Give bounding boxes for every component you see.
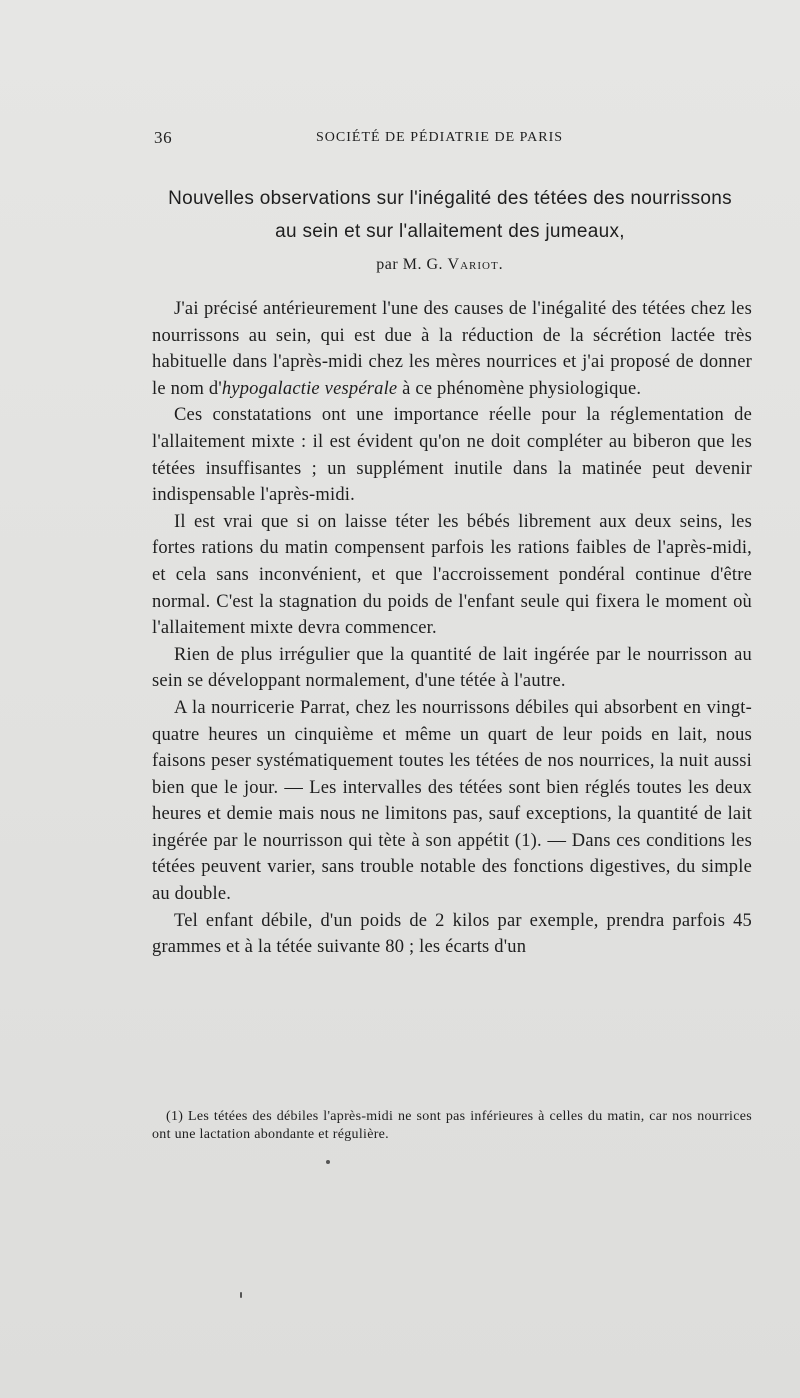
- paragraph-2: Ces constatations ont une importance réelle pour la réglementation de l'allaitement mixte : il est évident qu'on ne doit compléter au biberon que les tétées insuffisantes ; un supplément inutile dans la matinée peut devenir indispensable l'après-midi.: [152, 405, 752, 506]
- paragraph-4: Rien de plus irrégulier que la quantité de lait ingérée par le nourrisson au sein se développant normalement, d'une tétée à l'autre.: [152, 644, 752, 692]
- footnote-text: (1) Les tétées des débiles l'après-midi ne sont pas inférieures à celles du matin, car nos nourrices ont une lactation abondante et régulière.: [152, 1109, 752, 1142]
- running-head: [154, 128, 754, 154]
- page-number: 36: [154, 128, 173, 147]
- paragraph-3: Il est vrai que si on laisse téter les bébés librement aux deux seins, les fortes rations du matin compensent parfois les rations faibles de l'après-midi, et cela sans inconvénient, et que l'accroissement pondéral continue d'être normal. C'est la stagnation du poids de l'enfant seule qui fixera le moment où l'allaitement mixte devra commencer.: [152, 511, 752, 639]
- paragraph-1: [152, 296, 752, 402]
- paragraph-5: A la nourricerie Parrat, chez les nourrissons débiles qui absorbent en vingt-quatre heures un cinquième et même un quart de leur poids en lait, nous faisons peser systématiquement toutes les tétées de nos nourrices, la nuit aussi bien que le jour. — Les intervalles des tétées sont bien réglés toutes les deux heures et demie mais nous ne limitons pas, sauf exceptions, la quantité de lait ingérée par le nourrisson qui tète à son appétit (1). — Dans ces conditions les tétées peuvent varier, sans trouble notable des fonctions digestives, du simple au double.: [152, 697, 752, 905]
- article-title-line-2: au sein et sur l'allaitement des jumeaux,: [275, 221, 625, 242]
- paper-speck: [240, 1292, 242, 1298]
- paragraph-1-text-end: à ce phénomène physiologique.: [397, 378, 642, 399]
- article-title: [130, 182, 770, 248]
- article-body: [152, 296, 752, 961]
- byline-author: Variot.: [447, 256, 504, 273]
- footnote: [152, 1108, 752, 1144]
- article-title-line-1: Nouvelles observations sur l'inégalité des tétées des nourrissons: [168, 188, 732, 209]
- byline: [180, 256, 700, 274]
- paper-speck: [326, 1160, 330, 1164]
- paragraph-6: Tel enfant débile, d'un poids de 2 kilos par exemple, prendra parfois 45 grammes et à la tétée suivante 80 ; les écarts d'un: [152, 910, 752, 958]
- byline-prefix: par M. G.: [376, 256, 448, 273]
- journal-title: SOCIÉTÉ DE PÉDIATRIE DE PARIS: [316, 130, 564, 145]
- paragraph-1-text: J'ai précisé antérieurement l'une des causes de l'inégalité des tétées chez les nourrissons au sein, qui est due à la réduction de la sécrétion lactée très habituelle dans l'après-midi chez les mères nourrices et j'ai proposé de donner le nom d': [152, 299, 752, 399]
- paragraph-1-italic-term: hypogalactie vespérale: [221, 378, 398, 399]
